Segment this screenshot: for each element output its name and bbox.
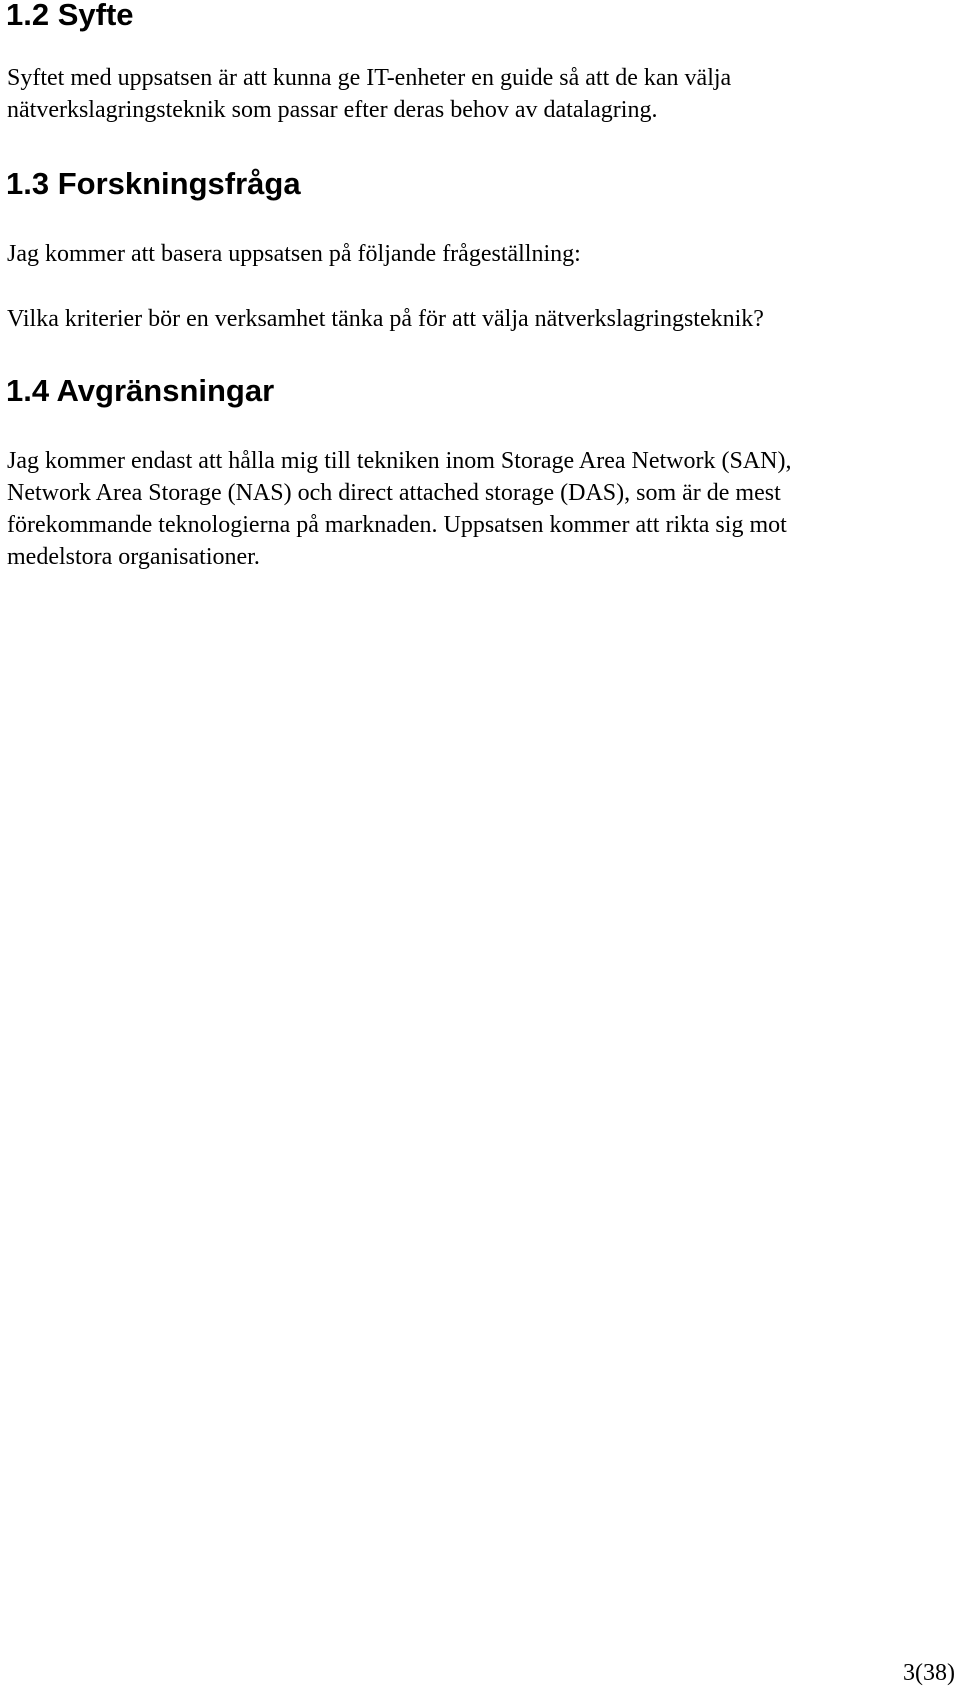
text-line: Network Area Storage (NAS) och direct attached storage (DAS), som är de mest bbox=[7, 480, 781, 506]
page-number: 3(38) bbox=[903, 1660, 955, 1686]
text-line: nätverkslagringsteknik som passar efter deras behov av datalagring. bbox=[7, 97, 658, 123]
avgransningar-paragraph bbox=[7, 445, 792, 573]
section-heading-syfte: 1.2 Syfte bbox=[6, 0, 134, 32]
text-line: medelstora organisationer. bbox=[7, 544, 260, 570]
text-line: Jag kommer endast att hålla mig till tekniken inom Storage Area Network (SAN), bbox=[7, 448, 792, 474]
text-line: Syftet med uppsatsen är att kunna ge IT-enheter en guide så att de kan välja bbox=[7, 65, 732, 91]
text-line: Jag kommer att basera uppsatsen på följande frågeställning: bbox=[7, 241, 581, 267]
text-line: förekommande teknologierna på marknaden. Uppsatsen kommer att rikta sig mot bbox=[7, 512, 787, 538]
text-line: Vilka kriterier bör en verksamhet tänka på för att välja nätverkslagringsteknik? bbox=[7, 306, 764, 332]
forskningsfraga-intro bbox=[7, 238, 581, 270]
section-heading-forskningsfraga: 1.3 Forskningsfråga bbox=[6, 166, 301, 201]
research-question bbox=[7, 303, 764, 335]
syfte-paragraph bbox=[7, 62, 731, 126]
section-heading-avgransningar: 1.4 Avgränsningar bbox=[6, 373, 275, 408]
